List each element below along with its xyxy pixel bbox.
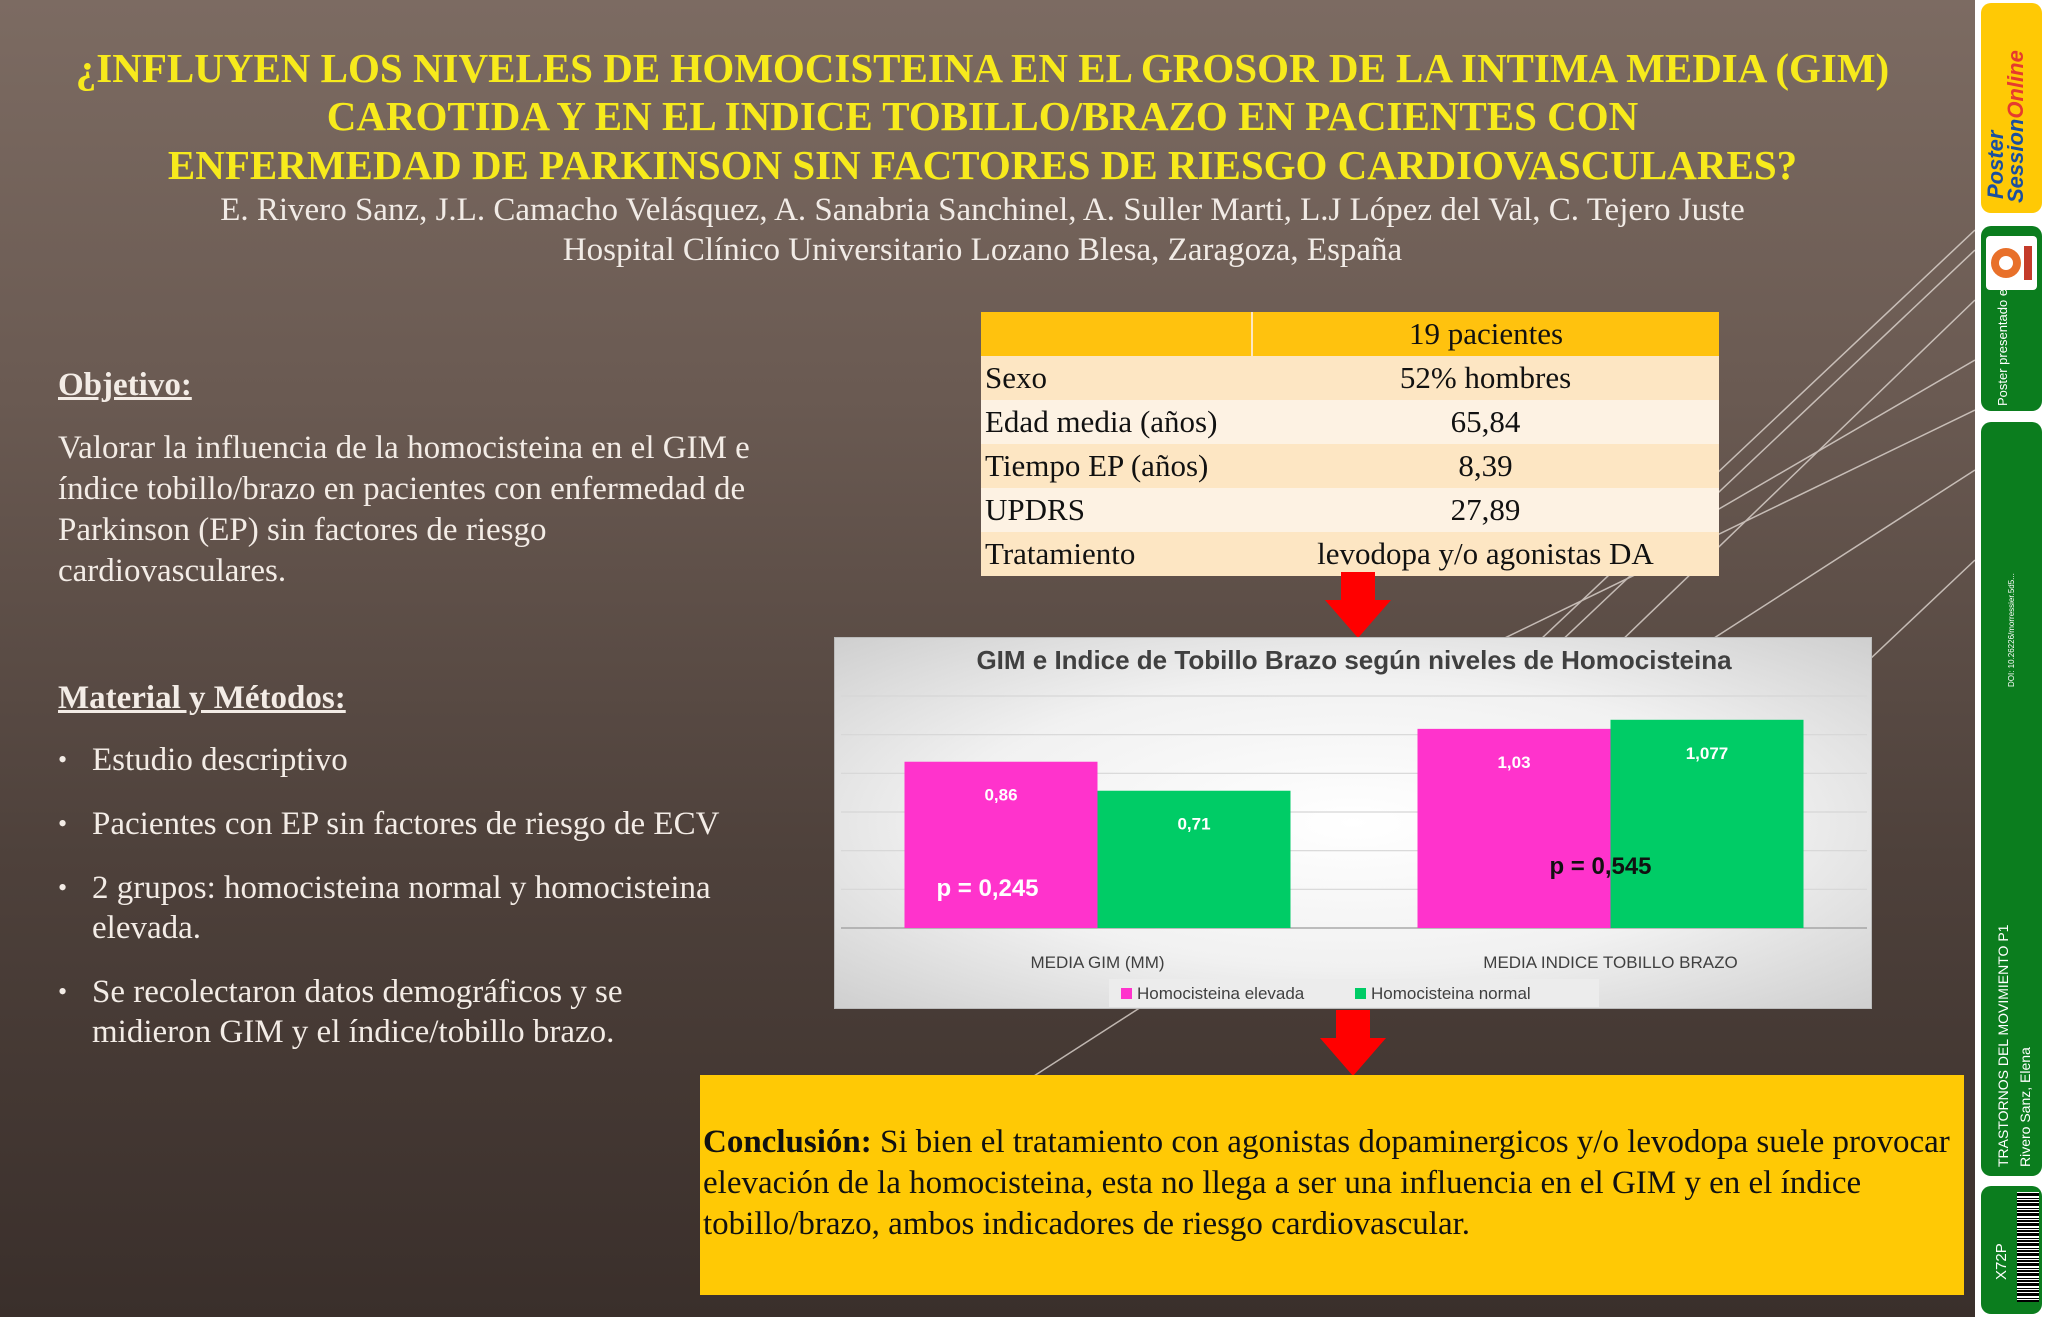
legend-swatch	[1121, 988, 1132, 999]
bar-value-label: 1,03	[1497, 752, 1531, 772]
barcode	[2017, 1192, 2039, 1302]
methods-item-text: 2 grupos: homocisteina normal y homocisteina elevada.	[92, 870, 711, 946]
bar	[1098, 791, 1291, 928]
bullet: •	[58, 873, 68, 902]
brand-word-session: Session	[2003, 118, 2028, 203]
poster-title-line-1: ¿INFLUYEN LOS NIVELES DE HOMOCISTEINA EN EL GROSOR DE LA INTIMA MEDIA (GIM)	[75, 45, 1890, 91]
table-header-row	[981, 312, 1719, 356]
p-value-annotation: p = 0,245	[936, 875, 1039, 902]
congress-logo	[1986, 236, 2037, 290]
doi-text: DOI: 10.26226/morressier.5d5...	[2007, 573, 2016, 687]
methods-item-text: Pacientes con EP sin factores de riesgo de ECV	[92, 806, 720, 842]
methods-item	[58, 972, 738, 1052]
methods-item	[58, 740, 738, 780]
objective-text: Valorar la influencia de la homocisteina en el GIM e índice tobillo/brazo en pacientes con enfermedad de Parkinson (EP) sin factores de riesgo cardiovasculares.	[58, 430, 750, 589]
methods-item-text: Estudio descriptivo	[92, 742, 348, 778]
brand-word-online: Online	[2003, 50, 2028, 119]
p-value-annotation: p = 0,545	[1549, 853, 1652, 880]
authors: E. Rivero Sanz, J.L. Camacho Velásquez, A. Sanabria Sanchinel, A. Suller Marti, L.J López del Val, C. Tejero Juste	[220, 192, 1745, 228]
table-row	[981, 356, 1719, 400]
poster-title-line-2: CAROTIDA Y EN EL INDICE TOBILLO/BRAZO EN PACIENTES CON	[326, 93, 1639, 139]
side-strip	[1975, 0, 2048, 1317]
legend-swatch	[1355, 988, 1366, 999]
chart-legend	[1109, 979, 1599, 1007]
affiliation: Hospital Clínico Universitario Lozano Blesa, Zaragoza, España	[562, 232, 1403, 268]
table-row	[981, 532, 1719, 576]
bar-chart	[834, 637, 1872, 1009]
methods-item	[58, 868, 738, 948]
table-cell: Sexo	[981, 356, 1252, 400]
conclusion-box	[700, 1075, 1964, 1295]
x-tick-label: MEDIA INDICE TOBILLO BRAZO	[1483, 953, 1738, 972]
table-row	[981, 444, 1719, 488]
table-row	[981, 400, 1719, 444]
poster-code: X72P	[1993, 1243, 2010, 1280]
table-cell: 8,39	[1252, 444, 1719, 488]
table-cell: 27,89	[1252, 488, 1719, 532]
table-cell: 52% hombres	[1252, 356, 1719, 400]
chart-bars	[905, 720, 1804, 928]
info-card	[1981, 422, 2042, 1176]
table-cell: UPDRS	[981, 488, 1252, 532]
table-cell: levodopa y/o agonistas DA	[1252, 532, 1719, 576]
bullet: •	[58, 977, 68, 1006]
x-tick-label: MEDIA GIM (MM)	[1030, 953, 1165, 972]
congress-logo-icon	[1986, 236, 2037, 290]
brand-logo-text-2	[2003, 50, 2029, 203]
bar-value-label: 1,077	[1685, 743, 1729, 763]
methods-list	[58, 740, 738, 1076]
legend-label: Homocisteina normal	[1371, 984, 1531, 1003]
table-cell: Edad media (años)	[981, 400, 1252, 444]
objective-heading: Objetivo:	[58, 367, 192, 403]
brand-word-poster: Poster	[1983, 130, 2008, 199]
table-cell: 65,84	[1252, 400, 1719, 444]
presented-label: Poster presentado en:	[1995, 278, 2010, 406]
methods-item	[58, 804, 738, 844]
author-text: Rivero Sanz, Elena	[2017, 1047, 2033, 1167]
table-cell: Tiempo EP (años)	[981, 444, 1252, 488]
table-header-cell	[981, 312, 1252, 356]
congress-card	[1981, 226, 2042, 411]
methods-item-text: Se recolectaron datos demográficos y se midieron GIM y el índice/tobillo brazo.	[92, 974, 623, 1050]
bar-value-label: 0,86	[984, 785, 1018, 805]
chart-canvas	[835, 638, 1873, 1010]
conclusion-lead: Conclusión:	[703, 1124, 872, 1160]
table-cell: Tratamiento	[981, 532, 1252, 576]
down-arrow-icon	[1320, 1010, 1386, 1076]
bullet: •	[58, 745, 68, 774]
chart-title: GIM e Indice de Tobillo Brazo según niveles de Homocisteina	[976, 645, 1732, 675]
down-arrow-icon	[1325, 572, 1391, 638]
bullet: •	[58, 809, 68, 838]
conclusion-text: Si bien el tratamiento con agonistas dopaminergicos y/o levodopa suele provocar elevación de la homocisteina, esta no llega a ser una influencia en el GIM y en el índice tobillo/brazo, ambos indicadores de riesgo cardiovascular.	[703, 1124, 1950, 1242]
brand-card	[1981, 3, 2042, 213]
bar-value-label: 0,71	[1177, 814, 1211, 834]
legend-label: Homocisteina elevada	[1137, 984, 1305, 1003]
category-text: TRASTORNOS DEL MOVIMIENTO P1	[1995, 924, 2011, 1167]
code-card	[1981, 1186, 2042, 1314]
table-row	[981, 488, 1719, 532]
poster-title-line-3: ENFERMEDAD DE PARKINSON SIN FACTORES DE RIESGO CARDIOVASCULARES?	[167, 142, 1798, 188]
table-header-cell: 19 pacientes	[1252, 312, 1719, 356]
methods-heading: Material y Métodos:	[58, 680, 346, 716]
demographics-table	[981, 312, 1719, 576]
